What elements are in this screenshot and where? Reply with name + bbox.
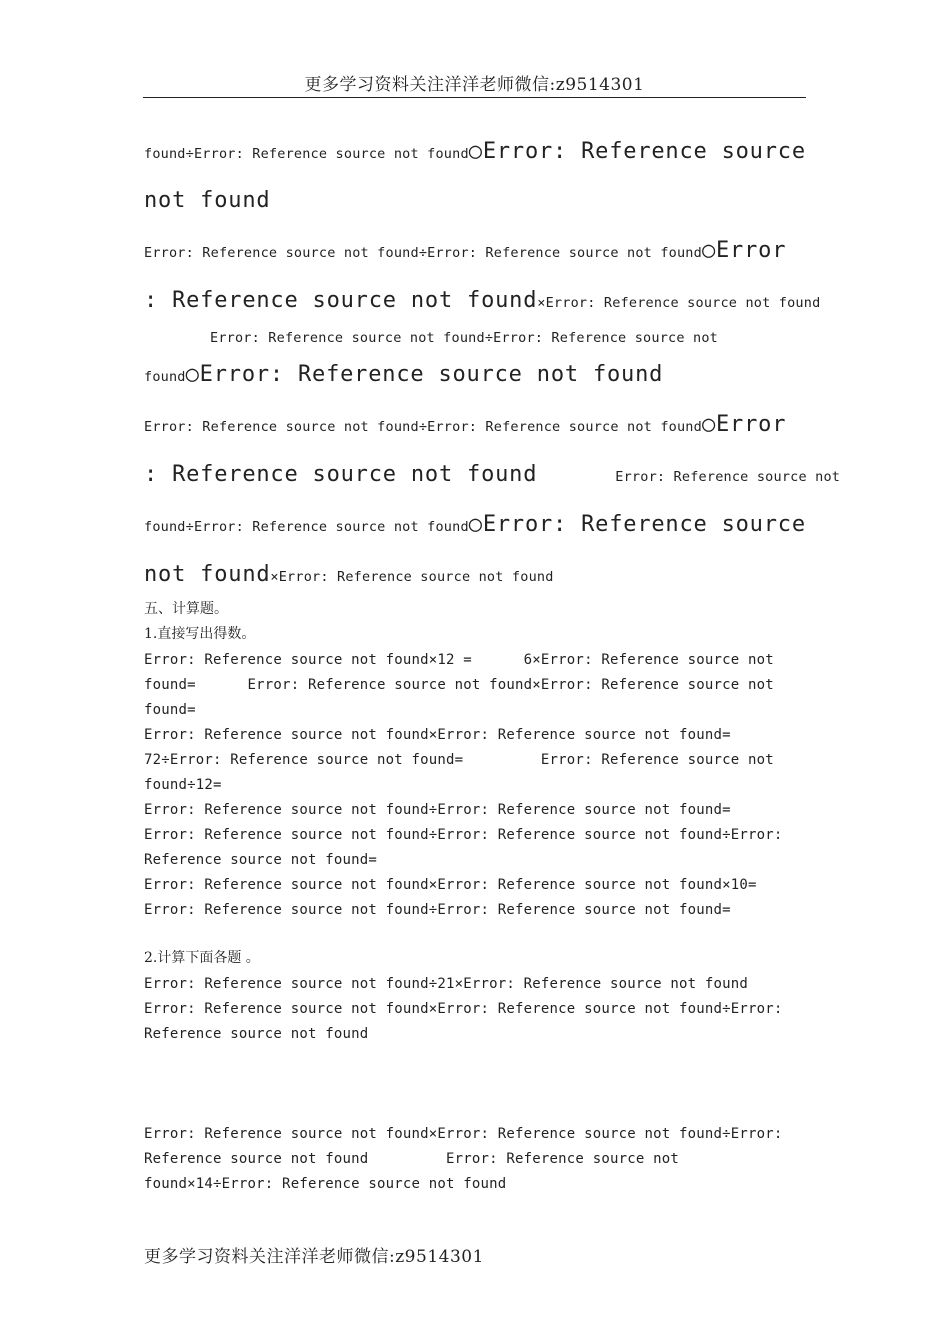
compare-text: ○Error: Reference source not found: [185, 362, 664, 387]
compare-text: not found: [144, 188, 271, 213]
compare-text: Error: Reference source not found÷Error: Reference source not found: [144, 245, 702, 261]
calc-line: Error: Reference source not found×Error: Reference source not found÷Error:: [144, 1126, 783, 1142]
compare-text: ○Error: [701, 238, 787, 263]
compare-text: ○Error: Reference source: [468, 139, 806, 164]
calc-line: Reference source not found: [144, 1026, 369, 1042]
compare-line-6: [144, 364, 663, 386]
compare-line-5: [210, 329, 718, 346]
calc-line: Error: Reference source not found×12 = 6×Error: Reference source not: [144, 652, 774, 668]
compare-text: : Reference source not found: [144, 288, 538, 313]
section-title: 五、计算题。: [144, 601, 228, 617]
compare-line-9: [144, 514, 806, 536]
compare-line-8: [144, 464, 840, 486]
compare-text: Error: Reference source not found÷Error: Reference source not: [210, 330, 718, 346]
compare-text: Error: Reference source not: [615, 469, 841, 485]
compare-line-10: [144, 564, 554, 586]
compare-text: ○Error: Reference source: [468, 512, 806, 537]
calc-line: Error: Reference source not found÷Error: Reference source not found÷Error:: [144, 827, 783, 843]
calc-line: found÷12=: [144, 777, 222, 793]
compare-text: found: [144, 369, 186, 385]
calc-line: Error: Reference source not found×Error: Reference source not found×10=: [144, 877, 757, 893]
calc-line: found=: [144, 702, 196, 718]
compare-text: not found: [144, 562, 271, 587]
header-rule: [143, 97, 806, 98]
calc-line: 72÷Error: Reference source not found= Error: Reference source not: [144, 752, 774, 768]
question-2-title: 2.计算下面各题 。: [144, 950, 260, 966]
compare-text: ×Error: Reference source not found: [270, 569, 554, 585]
question-1-title: 1.直接写出得数。: [144, 626, 256, 642]
calc-line: Error: Reference source not found÷Error: Reference source not found=: [144, 902, 731, 918]
compare-line-3: [144, 240, 786, 262]
compare-line-4: [144, 290, 820, 312]
calc-line: Error: Reference source not found÷21×Error: Reference source not found: [144, 976, 749, 992]
compare-text: found÷Error: Reference source not found: [144, 146, 469, 162]
compare-text: ○Error: [701, 412, 787, 437]
compare-text: ×Error: Reference source not found: [537, 295, 821, 311]
compare-line-7: [144, 414, 786, 436]
calc-line: found= Error: Reference source not found×Error: Reference source not: [144, 677, 774, 693]
compare-line-2: [144, 190, 270, 212]
calc-line: found×14÷Error: Reference source not found: [144, 1176, 507, 1192]
compare-text: : Reference source not found: [144, 462, 538, 487]
calc-line: Error: Reference source not found×Error: Reference source not found÷Error:: [144, 1001, 783, 1017]
calc-line: Error: Reference source not found÷Error: Reference source not found=: [144, 802, 731, 818]
page-header: 更多学习资料关注洋洋老师微信:z9514301: [304, 75, 645, 95]
compare-text: Error: Reference source not found÷Error: Reference source not found: [144, 419, 702, 435]
calc-line: Error: Reference source not found×Error: Reference source not found=: [144, 727, 731, 743]
calc-line: Reference source not found=: [144, 852, 377, 868]
page-footer: 更多学习资料关注洋洋老师微信:z9514301: [144, 1247, 484, 1267]
calc-line: Reference source not found Error: Reference source not: [144, 1151, 679, 1167]
compare-text: found÷Error: Reference source not found: [144, 519, 469, 535]
compare-line-1: [144, 141, 806, 163]
